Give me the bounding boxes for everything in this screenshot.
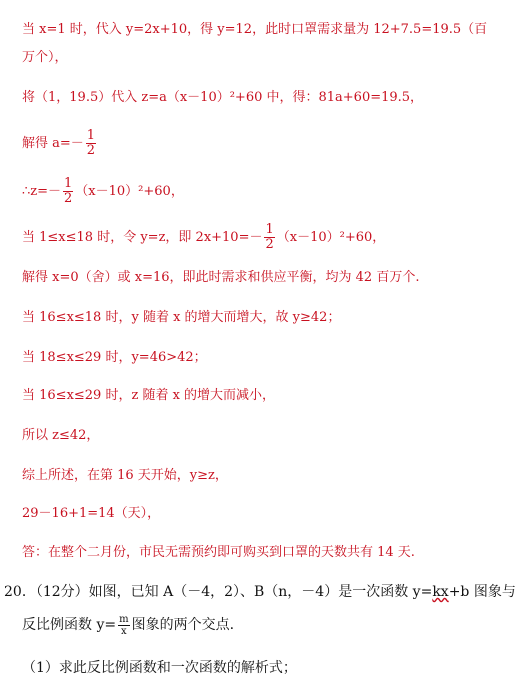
z-expression-suffix: （x－10）²+60， (75, 184, 184, 199)
solution-line-4 (22, 128, 98, 160)
solution-line-10: 当 16≤x≤29 时，z 随着 x 的增大而减小， (22, 388, 276, 403)
equation-suffix: （x－10）²+60， (276, 230, 386, 245)
inverse-function-text: 反比例函数 y= (22, 617, 117, 633)
question-text-end: +b 图象与 (448, 584, 516, 600)
solution-line-8: 当 16≤x≤18 时，y 随着 x 的增大而增大，故 y≥42； (22, 310, 341, 325)
solution-line-6 (22, 222, 385, 254)
question-text-start: 20．（12分）如图，已知 A（－4，2）、B（n，－4）是一次函数 y= (4, 584, 433, 600)
fraction-denominator: 2 (64, 191, 73, 206)
question-line-2 (22, 610, 234, 640)
fraction-one-half (63, 177, 73, 206)
fraction-numerator: 1 (64, 176, 73, 191)
fraction-m-over-x (118, 614, 129, 637)
fraction-one-half (86, 129, 96, 158)
solution-line-9: 当 18≤x≤29 时，y=46>42； (22, 350, 207, 365)
solution-line-12: 综上所述，在第 16 天开始，y≥z， (22, 468, 228, 483)
intersection-text: 图象的两个交点. (131, 617, 235, 633)
solution-line-2: 万个）， (22, 50, 68, 65)
solution-line-3: 将（1，19.5）代入 z=a（x－10）²+60 中，得：81a+60=19.5， (22, 90, 424, 105)
answer-line: 答：在整个二月份，市民无需预约即可购买到口罩的天数共有 14 天. (22, 545, 415, 560)
fraction-one-half (264, 223, 274, 252)
fraction-denominator: 2 (86, 143, 96, 158)
solution-line-5 (22, 176, 184, 208)
z-expression-prefix: ∴z=－ (22, 184, 62, 199)
fraction-denominator: 2 (265, 237, 274, 252)
solution-line-11: 所以 z≤42， (22, 428, 100, 443)
question-line-1 (4, 584, 516, 600)
fraction-numerator: 1 (86, 128, 96, 143)
fraction-denominator: x (121, 625, 127, 637)
solution-line-13: 29－16+1=14（天）， (22, 506, 161, 521)
question-part-1: （1）求此反比例函数和一次函数的解析式； (22, 660, 297, 676)
solution-line-7: 解得 x=0（舍）或 x=16，即此时需求和供应平衡，均为 42 百万个. (22, 270, 420, 285)
solve-a-text: 解得 a=－ (22, 136, 84, 151)
solution-line-1: 当 x=1 时，代入 y=2x+10，得 y=12，此时口罩需求量为 12+7.5=19.5（百 (22, 22, 488, 37)
fraction-numerator: m (119, 613, 129, 625)
equation-prefix: 当 1≤x≤18 时，令 y=z，即 2x+10=－ (22, 230, 263, 245)
kx-term: kx (432, 584, 449, 600)
fraction-numerator: 1 (265, 222, 274, 237)
